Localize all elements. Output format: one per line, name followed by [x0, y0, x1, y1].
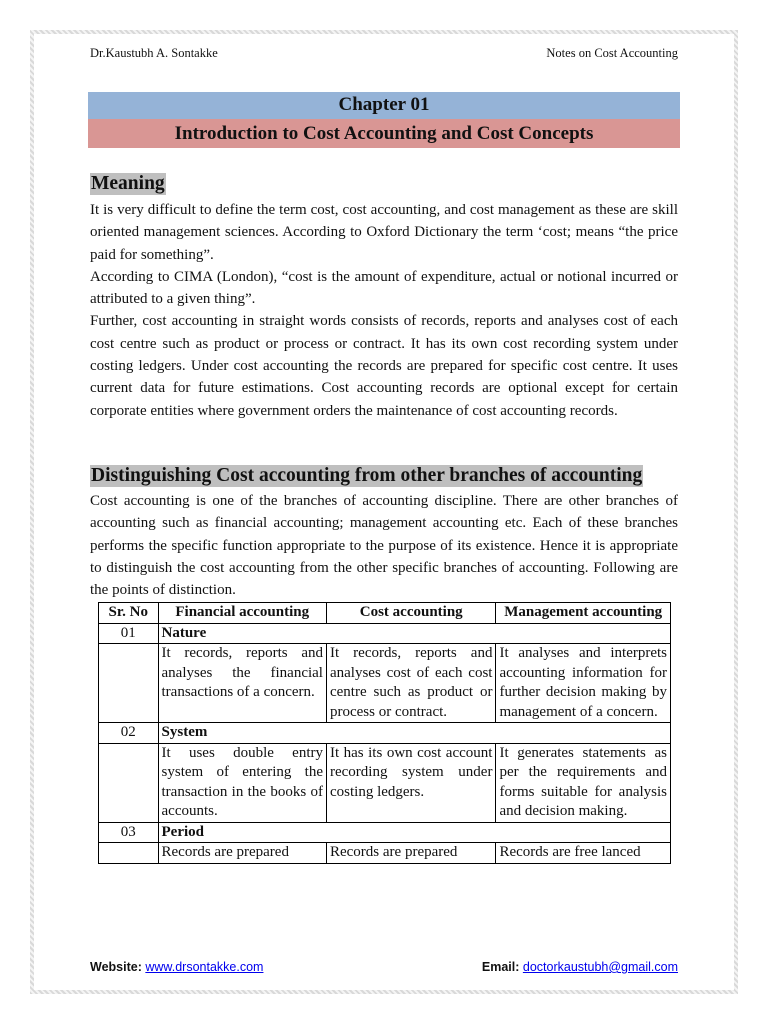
footer-website: [90, 960, 263, 974]
chapter-number: Chapter 01: [88, 92, 680, 119]
page-header: [90, 46, 678, 66]
empty-cell: [99, 843, 159, 864]
meaning-heading: Meaning: [91, 173, 165, 194]
table-row: [99, 723, 671, 744]
email-link[interactable]: doctorkaustubh@gmail.com: [522, 960, 678, 974]
table-row: [99, 743, 671, 822]
table-header-row: [99, 603, 671, 624]
distinguishing-heading: Distinguishing Cost accounting from other branches of accounting: [91, 465, 643, 486]
header-management: Management accounting: [496, 603, 671, 624]
comparison-table: [98, 602, 671, 864]
management-cell: It generates statements as per the requirements and forms suitable for analysis and decision making.: [496, 743, 671, 822]
row-title: Nature: [158, 623, 670, 644]
email-label: Email:: [481, 960, 520, 974]
header-cost: Cost accounting: [326, 603, 495, 624]
row-number: 03: [99, 822, 159, 843]
chapter-title: Introduction to Cost Accounting and Cost Concepts: [88, 119, 680, 148]
financial-cell: It records, reports and analyses the financial transactions of a concern.: [158, 644, 326, 723]
row-title: System: [158, 723, 670, 744]
distinguishing-body: [90, 490, 678, 601]
cost-cell: It has its own cost account recording system under costing ledgers.: [326, 743, 495, 822]
website-link[interactable]: www.drsontakke.com: [145, 960, 264, 974]
website-label: Website:: [90, 960, 142, 974]
meaning-paragraph: According to CIMA (London), “cost is the amount of expenditure, actual or notional incurred or attributed to a given thing”.: [90, 268, 678, 308]
row-number: 02: [99, 723, 159, 744]
meaning-paragraph: It is very difficult to define the term cost, cost accounting, and cost management as these are skill oriented management sciences. According to Oxford Dictionary the term ‘cost; means “the price paid for something”.: [90, 202, 678, 263]
management-cell: Records are free lanced: [496, 843, 671, 864]
cost-cell: It records, reports and analyses cost of each cost centre such as product or process or contract.: [326, 644, 495, 723]
header-author: Dr.Kaustubh A. Sontakke: [90, 46, 218, 60]
empty-cell: [99, 644, 159, 723]
cost-cell: Records are prepared: [326, 843, 495, 864]
distinguishing-paragraph: Cost accounting is one of the branches of accounting discipline. There are other branches of accounting such as financial accounting; management accounting etc. Each of these branches performs the specific function appropriate to the purpose of its existence. Hence it is appropriate to distinguish the cost accounting from the other specific branches of accounting. Following are the points of distinction.: [90, 493, 678, 599]
header-financial: Financial accounting: [158, 603, 326, 624]
table-row: [99, 822, 671, 843]
footer-email: [482, 960, 678, 974]
empty-cell: [99, 743, 159, 822]
management-cell: It analyses and interprets accounting information for further decision making by management of a concern.: [496, 644, 671, 723]
table-row: [99, 843, 671, 864]
row-title: Period: [158, 822, 670, 843]
header-notes-title: Notes on Cost Accounting: [546, 46, 678, 60]
table-row: [99, 644, 671, 723]
financial-cell: It uses double entry system of entering the transaction in the books of accounts.: [158, 743, 326, 822]
financial-cell: Records are prepared: [158, 843, 326, 864]
table-row: [99, 623, 671, 644]
row-number: 01: [99, 623, 159, 644]
header-sr: Sr. No: [99, 603, 159, 624]
meaning-paragraph: Further, cost accounting in straight words consists of records, reports and analyses cost of each cost centre such as product or process or contract. It has its own cost recording system under costing ledgers. Under cost accounting the records are prepared for specific cost centre. It uses current data for future estimations. Cost accounting records are optional except for certain corporate entities where government orders the maintenance of cost accounting records.: [90, 313, 678, 419]
meaning-body: [90, 199, 678, 422]
